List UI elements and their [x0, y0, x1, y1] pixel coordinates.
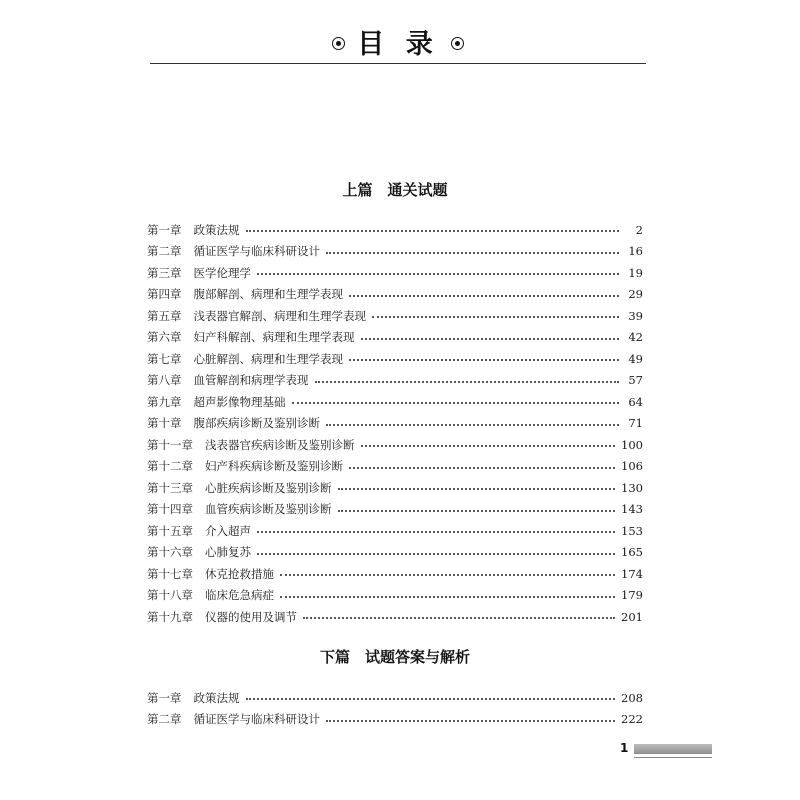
toc-chapter-title: 浅表器官疾病诊断及鉴别诊断: [205, 437, 355, 452]
toc-chapter-title: 循证医学与临床科研设计: [193, 712, 320, 727]
toc-page-number: 16: [628, 244, 643, 259]
toc-chapter-title: 浅表器官解剖、病理和生理学表现: [193, 308, 366, 323]
toc-leader-dots: [338, 510, 616, 512]
toc-chapter-title: 超声影像物理基础: [193, 394, 286, 409]
part1-toc-list: [147, 219, 643, 628]
toc-page-number: 106: [621, 459, 643, 474]
toc-chapter-number: 第三章: [147, 265, 182, 280]
toc-chapter-number: 第十六章: [147, 545, 193, 560]
footer-bar: [634, 744, 712, 754]
toc-chapter-title: 妇产科解剖、病理和生理学表现: [193, 330, 355, 345]
toc-page-number: 179: [621, 588, 643, 603]
toc-page-number: 130: [621, 480, 643, 495]
toc-entry[interactable]: [147, 606, 643, 628]
toc-entry[interactable]: [147, 434, 643, 456]
toc-chapter-number: 第十二章: [147, 459, 193, 474]
toc-chapter-number: 第九章: [147, 394, 182, 409]
toc-page-number: 42: [628, 330, 643, 345]
toc-entry[interactable]: [147, 241, 643, 263]
toc-page-number: 71: [628, 416, 643, 431]
toc-page-number: 153: [621, 523, 643, 538]
toc-leader-dots: [349, 295, 619, 297]
toc-entry[interactable]: [147, 391, 643, 413]
toc-chapter-title: 心脏疾病诊断及鉴别诊断: [205, 480, 332, 495]
toc-entry[interactable]: [147, 585, 643, 607]
toc-chapter-title: 政策法规: [193, 690, 240, 705]
toc-page-number: 143: [621, 502, 643, 517]
toc-entry[interactable]: [147, 563, 643, 585]
toc-chapter-number: 第十八章: [147, 588, 193, 603]
footer-rule: [634, 757, 712, 758]
toc-chapter-number: 第十五章: [147, 523, 193, 538]
toc-chapter-title: 政策法规: [193, 222, 240, 237]
toc-page-number: 39: [628, 308, 643, 323]
toc-page-number: 165: [621, 545, 643, 560]
toc-chapter-title: 妇产科疾病诊断及鉴别诊断: [205, 459, 343, 474]
toc-leader-dots: [315, 381, 620, 383]
toc-entry[interactable]: [147, 709, 643, 731]
toc-chapter-number: 第八章: [147, 373, 182, 388]
toc-leader-dots: [257, 273, 619, 275]
toc-chapter-number: 第十一章: [147, 437, 193, 452]
part1-heading: 上篇 通关试题: [342, 181, 448, 199]
toc-chapter-title: 临床危急病症: [205, 588, 274, 603]
toc-chapter-title: 腹部疾病诊断及鉴别诊断: [193, 416, 320, 431]
toc-chapter-number: 第十四章: [147, 502, 193, 517]
toc-leader-dots: [257, 553, 615, 555]
toc-chapter-number: 第一章: [147, 690, 182, 705]
toc-entry[interactable]: [147, 520, 643, 542]
toc-entry[interactable]: [147, 305, 643, 327]
toc-entry[interactable]: [147, 413, 643, 435]
toc-leader-dots: [326, 720, 615, 722]
toc-chapter-number: 第十三章: [147, 480, 193, 495]
toc-chapter-number: 第二章: [147, 712, 182, 727]
toc-entry[interactable]: [147, 348, 643, 370]
toc-leader-dots: [246, 698, 616, 700]
page-title-text: 目 录: [357, 29, 439, 60]
toc-chapter-number: 第十章: [147, 416, 182, 431]
page-number: 1: [620, 741, 629, 755]
toc-chapter-title: 医学伦理学: [193, 265, 251, 280]
toc-leader-dots: [372, 316, 619, 318]
toc-page-number: 29: [628, 287, 643, 302]
toc-leader-dots: [361, 338, 620, 340]
toc-page-number: 19: [628, 265, 643, 280]
toc-leader-dots: [326, 424, 619, 426]
toc-page-number: 2: [635, 222, 643, 237]
toc-chapter-number: 第十九章: [147, 609, 193, 624]
title-underline: [150, 63, 646, 64]
toc-entry[interactable]: [147, 284, 643, 306]
toc-leader-dots: [303, 617, 615, 619]
toc-leader-dots: [349, 359, 619, 361]
toc-chapter-number: 第一章: [147, 222, 182, 237]
toc-chapter-number: 第二章: [147, 244, 182, 259]
toc-chapter-number: 第四章: [147, 287, 182, 302]
toc-leader-dots: [292, 402, 620, 404]
part2-heading: 下篇 试题答案与解析: [319, 648, 470, 666]
toc-leader-dots: [326, 252, 619, 254]
toc-chapter-title: 仪器的使用及调节: [205, 609, 297, 624]
title-ornament-right-icon: [451, 37, 464, 50]
toc-entry[interactable]: [147, 327, 643, 349]
toc-leader-dots: [257, 531, 615, 533]
toc-leader-dots: [280, 574, 615, 576]
part2-toc-list: [147, 687, 643, 730]
toc-page-number: 49: [628, 351, 643, 366]
toc-chapter-title: 血管解剖和病理学表现: [193, 373, 309, 388]
toc-chapter-number: 第五章: [147, 308, 182, 323]
toc-entry[interactable]: [147, 499, 643, 521]
toc-page-number: 208: [621, 690, 643, 705]
toc-leader-dots: [280, 596, 615, 598]
toc-chapter-number: 第十七章: [147, 566, 193, 581]
toc-chapter-title: 腹部解剖、病理和生理学表现: [193, 287, 343, 302]
toc-entry[interactable]: [147, 687, 643, 709]
toc-entry[interactable]: [147, 456, 643, 478]
toc-entry[interactable]: [147, 262, 643, 284]
toc-entry[interactable]: [147, 477, 643, 499]
toc-entry[interactable]: [147, 542, 643, 564]
toc-chapter-number: 第六章: [147, 330, 182, 345]
page-title: [150, 28, 646, 62]
toc-chapter-title: 介入超声: [205, 523, 251, 538]
toc-chapter-title: 心肺复苏: [205, 545, 251, 560]
toc-leader-dots: [349, 467, 615, 469]
title-ornament-left-icon: [332, 37, 345, 50]
toc-chapter-title: 休克抢救措施: [205, 566, 274, 581]
toc-chapter-title: 血管疾病诊断及鉴别诊断: [205, 502, 332, 517]
toc-leader-dots: [361, 445, 616, 447]
toc-entry[interactable]: [147, 219, 643, 241]
toc-page-number: 100: [621, 437, 643, 452]
toc-chapter-number: 第七章: [147, 351, 182, 366]
toc-leader-dots: [246, 230, 620, 232]
toc-entry[interactable]: [147, 370, 643, 392]
toc-chapter-title: 心脏解剖、病理和生理学表现: [193, 351, 343, 366]
toc-page-number: 64: [628, 394, 643, 409]
toc-page-number: 174: [621, 566, 643, 581]
toc-leader-dots: [338, 488, 616, 490]
toc-page-number: 57: [628, 373, 643, 388]
toc-page-number: 201: [621, 609, 643, 624]
toc-chapter-title: 循证医学与临床科研设计: [193, 244, 320, 259]
toc-page-number: 222: [621, 712, 643, 727]
